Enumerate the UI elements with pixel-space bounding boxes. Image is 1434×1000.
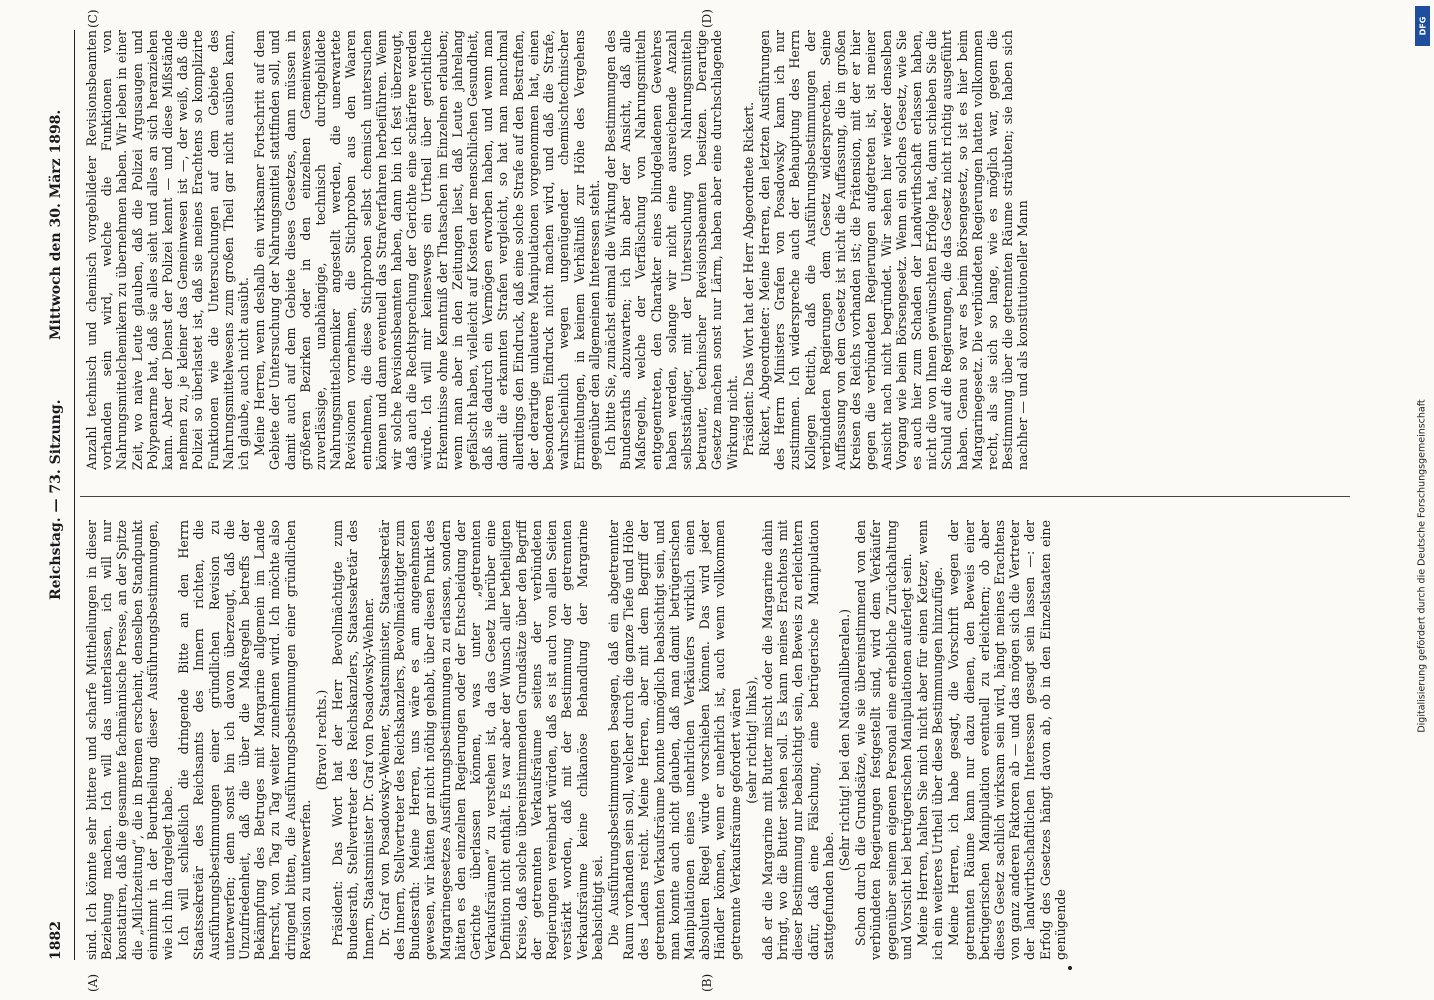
digitization-credit bbox=[1414, 6, 1430, 994]
paragraph: Meine Herren, ich habe gesagt, die Vorschrift wegen der getrennten Räume kann nur dazu dienen, den Beweis einer betrügerischen Manipulation eventuell zu erleichtern; ob aber dieses Gesetz sachlich wirksam sein wird, hängt meines Erachtens von ganz anderen Faktoren ab — und das mögen sich die Vertreter der landwirthschaftlichen Interessen gesagt sein lassen —: der Erfolg des Gesetzes hängt davon ab, ob in den Einzelstaaten eine genügende bbox=[946, 520, 1068, 960]
ink-speck bbox=[1068, 966, 1072, 970]
paragraph: Schon durch die Grundsätze, wie sie übereinstimmend von den verbündeten Regierungen festgestellt sind, wird dem Verkäufer gegenüber seinem eigenen Personal eine erhebliche Zurückhaltung und Vorsicht bei betrügerischen Manipulationen auferlegt sein. bbox=[853, 520, 914, 960]
speaker-announcement: Präsident: Das Wort hat der Herr Abgeordnete Rickert. bbox=[740, 101, 756, 456]
paragraph: daß er die Margarine mit Butter mischt oder die Margarine dahin bringt, wo die Butter stehen soll. Es kann meines Erachtens mit dieser Bestimmung nur beabsichtigt sein, den Beweis zu erleichtern dafür, daß eine Fälschung, eine betrügerische Manipulation stattgefunden habe. bbox=[759, 520, 836, 960]
page-number: 1882 bbox=[48, 921, 64, 960]
speaker-announcement: Präsident: Das Wort hat der Herr Bevollmächtigte zum Bundesrath, Stellvertreter des Reichskanzlers, Staatssekretär des Innern, Staatsminister Dr. Graf von Posadowsky-Wehner. bbox=[330, 520, 376, 960]
header-rule bbox=[74, 30, 75, 960]
interjection: (Bravo! rechts.) bbox=[314, 689, 330, 791]
right-column bbox=[84, 30, 1354, 470]
dfg-logo: DFG bbox=[1415, 6, 1430, 46]
credit-text: Digitalisierung gefördert durch die Deutsche Forschungsgemeinschaft bbox=[1416, 399, 1428, 733]
paragraph: Anzahl technisch und chemisch vorgebildeter Revisionsbeamten vorhanden sein wird, welche die Funktionen von Nahrungsmittelchemikern zu übernehmen haben. Wir leben in einer Zeit, wo naive Leute glauben, daß die Polizei Argusaugen und Polypenarme hat, daß sie alles sieht und alles an sich heranziehen kann. Aber der Dienst der Polizei kennt — und diese Mißstände nehmen zu, je kleiner das Gemeinwesen ist —, der weiß, daß die Polizei so überlastet ist, daß sie meines Erachtens so komplizirte Funktionen wie die Untersuchungen auf dem Gebiete des Nahrungsmittelwesens zum großen Theil gar nicht ausüben kann, ich glaube, auch nicht ausübt. bbox=[84, 30, 252, 470]
session-date: Mittwoch den 30. März 1898. bbox=[48, 109, 64, 340]
margin-marker-b: (B) bbox=[700, 973, 714, 992]
paragraph: Meine Herren, halten Sie mich nicht aber für einen Ketzer, wenn ich ein weiteres Urtheil über diese Bestimmungen hinzufüge. bbox=[914, 520, 946, 960]
paragraph: Dr. Graf von Posadowsky-Wehner, Staatsminister, Staatssekretär des Innern, Stellvertreter des Reichskanzlers, Bevollmächtigter zum Bundesrath: Meine Herren, uns wäre es am angenehmsten gewesen, wir hätten gar nicht nöthig gehabt, über diesen Punkt des Margarinegesetzes Ausführungsbestimmungen zu erlassen, sondern hätten es den einzelnen Regierungen oder der Entscheidung der Gerichte überlassen können, was unter „getrennten Verkaufsräumen“ zu verstehen ist, da das Gesetz hierüber eine Definition nicht enthält. Es war aber der Wunsch aller betheiligten Kreise, daß solche übereinstimmenden Grundsätze über den Begriff der getrennten Verkaufsräume seitens der verbündeten Regierungen vereinbart würden, daß es ist auch von allen Seiten verstärkt worden, daß mit der Bestimmung der getrennten Verkaufsräume keine chikanöse Behandlung der Margarine beabsichtigt sei. bbox=[376, 520, 605, 960]
session-title: Reichstag. — 73. Sitzung. bbox=[48, 399, 64, 600]
paragraph: Rickert, Abgeordneter: Meine Herren, den letzten Ausführungen des Herrn Ministers Grafen von Posadowsky kann ich nur zustimmen. Ich widerspreche auch der Behauptung des Herrn Kollegen Rettich, daß die Ausführungsbestimmungen der verbündeten Regierungen dem Gesetz widersprechen. Seine Auffassung von dem Gesetz ist nicht die Auffassung, die in großen Kreisen des Reichs vorhanden ist; die Prätension, mit der er hier gegen die verbündeten Regierungen aufgetreten ist, ist meiner Ansicht nach nicht begründet. Wir sehen hier wieder denselben Vorgang wie beim Börsengesetz. Wenn ein solches Gesetz, wie Sie es auch hier zum Schaden der Landwirthschaft erlassen haben, nicht die von Ihnen gewünschten Erfolge hat, dann schieben Sie die Schuld auf die Regierungen, die das Gesetz nicht richtig ausgeführt haben. Genau so war es beim Börsengesetz, so ist es hier beim Margarinegesetz. Die verbündeten Regierungen hatten vollkommen recht, als sie sich so lange, wie es möglich war, gegen die Bestimmung über die getrennten Räume sträubten; sie haben sich nachher — und als konstitutioneller Mann bbox=[756, 30, 1031, 470]
paragraph: Ich will schließlich die dringende Bitte an den Herrn Staatssekretär des Reichsamts des Innern richten, die Ausführungsbestimmungen einer gründlichen Revision zu unterwerfen; denn sonst bin ich davon überzeugt, daß die Unzufriedenheit, daß die über die Maßregeln betreffs der Bekämpfung des Betruges mit Margarine allgemein im Lande herrscht, von Tag zu Tag weiter zunehmen wird. Ich möchte also dringend bitten, die Ausführungsbestimmungen einer gründlichen Revision zu unterwerfen. bbox=[176, 520, 313, 960]
margin-marker-d: (D) bbox=[700, 9, 714, 28]
interjection: (sehr richtig! links), bbox=[743, 676, 759, 804]
page-header bbox=[48, 30, 70, 960]
paragraph: Die Ausführungsbestimmungen besagen, daß ein abgetrennter Raum vorhanden sein soll, welcher durch die ganze Tiefe und Höhe des Ladens reicht. Meine Herren, aber mit dem Begriff der getrennten Verkaufsräume konnte unmöglich beabsichtigt sein, und man konnte auch nicht glauben, daß man damit betrügerischen Manipulationen eines unehrlichen Verkäufers wirklich einen absoluten Riegel würde vorschieben können. Das wird jeder Händler können, wenn er unehrlich ist, auch wenn vollkommen getrennte Verkaufsräume gefordert wären bbox=[605, 520, 743, 960]
interjection: (Sehr richtig! bei den Nationalliberalen.) bbox=[836, 608, 852, 872]
margin-marker-a: (A) bbox=[86, 973, 100, 992]
column-divider bbox=[80, 496, 1350, 497]
paragraph: sind. Ich könnte sehr bittere und scharfe Mittheilungen in dieser Beziehung machen. Ich will das unterlassen, ich will nur konstatiren, daß die gesammte fachmännische Presse, an der Spitze die „Milchzeitung“, die in Bremen erscheint, denselben Standpunkt einnimmt in der Beurtheilung dieser Ausführungsbestimmungen, wie ich ihn dargelegt habe. bbox=[84, 520, 176, 960]
paragraph: Ich bitte Sie, zunächst einmal die Wirkung der Bestimmungen des Bundesraths abzuwarten; ich bin aber der Ansicht, daß alle Maßregeln, welche der Verfälschung von Nahrungsmitteln entgegentreten, den Charakter eines blindgeladenen Gewehres haben werden, solange wir nicht eine ausreichende Anzahl selbstständiger, mit der Untersuchung von Nahrungsmitteln betrauter, technischer Revisionsbeamten besitzen. Derartige Gesetze machen sonst nur Lärm, haben aber eine durchschlagende Wirkung nicht. bbox=[602, 30, 740, 470]
left-column bbox=[84, 520, 1354, 960]
margin-marker-c: (C) bbox=[86, 9, 100, 28]
paragraph: Meine Herren, wenn deshalb ein wirksamer Fortschritt auf dem Gebiete der Untersuchung der Nahrungsmittel stattfinden soll, und damit auch auf dem Gebiete dieses Gesetzes, dann müssen in größeren Bezirken oder in den einzelnen Gemeinwesen zuverlässige, unabhängige, technisch durchgebildete Nahrungsmittelchemiker angestellt werden, die unerwartete Revisionen vornehmen, die Stichproben aus den Waaren entnehmen, die diese Stichproben selbst chemisch untersuchen können und dann eventuell das Strafverfahren herbeiführen. Wenn wir solche Revisionsbeamten haben, dann bin ich fest überzeugt, daß auch die Rechtsprechung der Gerichte eine schärfere werden würde. Ich will mir keineswegs ein Urtheil über gerichtliche Erkenntnisse ohne Kenntniß der Thatsachen im Einzelnen erlauben; wenn man aber in den Zeitungen liest, daß Leute jahrelang gefälscht haben, vielleicht auf Kosten der menschlichen Gesundheit, daß sie dadurch ein Vermögen erworben haben, und wenn man damit die erkannten Strafen vergleicht, so hat man manchmal allerdings den Eindruck, daß eine solche Strafe auf den Bestraften, der derartige unlautere Manipulationen vorgenommen hat, einen besonderen Eindruck nicht machen wird, und daß die Strafe, wahrscheinlich wegen ungenügender chemischtechnischer Ermittelungen, in keinem Verhältniß zur Höhe des Vergehens gegenüber den allgemeinen Interessen steht. bbox=[252, 30, 602, 470]
